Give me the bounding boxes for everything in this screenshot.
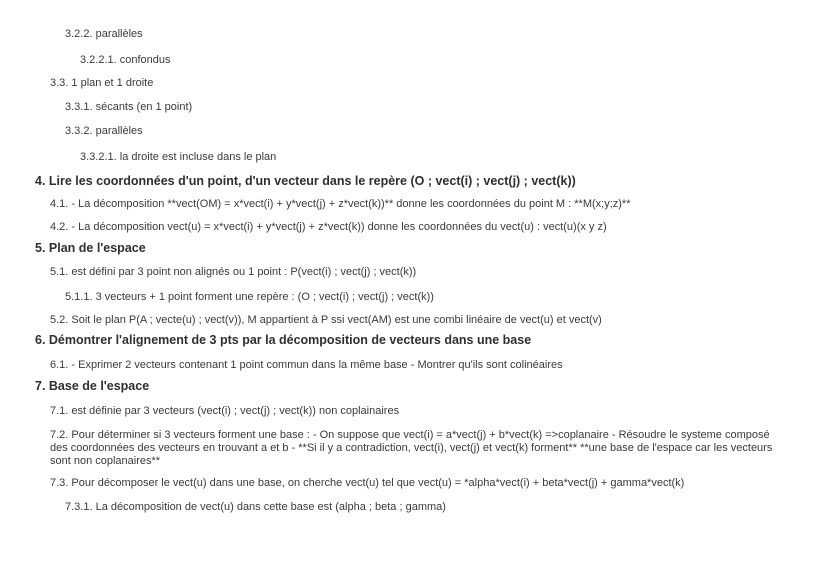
outline-item-3-3-2-1: 3.3.2.1. la droite est incluse dans le plan [80, 151, 277, 163]
outline-item-3-2-2-1: 3.2.2.1. confondus [80, 54, 171, 66]
outline-item-5-2: 5.2. Soit le plan P(A ; vecte(u) ; vect(v)), M appartient à P ssi vect(AM) est une combi linéaire de vect(u) et vect(v) [50, 314, 602, 326]
outline-item-3-3-1: 3.3.1. sécants (en 1 point) [65, 101, 193, 113]
outline-heading-7: 7. Base de l'espace [35, 379, 150, 393]
outline-item-7-3-1: 7.3.1. La décomposition de vect(u) dans cette base est (alpha ; beta ; gamma) [65, 501, 446, 513]
outline-heading-6: 6. Démontrer l'alignement de 3 pts par la décomposition de vecteurs dans une base [35, 333, 532, 347]
outline-item-5-1-1: 5.1.1. 3 vecteurs + 1 point forment une repère : (O ; vect(i) ; vect(j) ; vect(k)) [65, 291, 434, 303]
outline-item-4-2: 4.2. - La décomposition vect(u) = x*vect(i) + y*vect(j) + z*vect(k)) donne les coordonnées du vect(u) : vect(u)(x y z) [50, 221, 607, 233]
outline-item-3-3-2: 3.3.2. parallèles [65, 125, 143, 137]
outline-heading-5: 5. Plan de l'espace [35, 241, 146, 255]
outline-item-7-3: 7.3. Pour décomposer le vect(u) dans une base, on cherche vect(u) tel que vect(u) = *alpha*vect(i) + beta*vect(j) + gamma*vect(k) [50, 477, 685, 489]
outline-item-3-3: 3.3. 1 plan et 1 droite [50, 77, 154, 89]
outline-item-5-1: 5.1. est défini par 3 point non alignés ou 1 point : P(vect(i) ; vect(j) ; vect(k)) [50, 266, 417, 278]
outline-item-3-2-2: 3.2.2. parallèles [65, 28, 143, 40]
outline-item-7-1: 7.1. est définie par 3 vecteurs (vect(i) ; vect(j) ; vect(k)) non coplainaires [50, 405, 400, 417]
outline-item-7-2: 7.2. Pour déterminer si 3 vecteurs forment une base : - On suppose que vect(i) = a*vect(j) + b*vect(k) =>coplanaire - Résoudre le systeme composé des coordonnées des vecteurs en trouvant a et b - **Si il y a contradiction, vect(i), vect(j) et vect(k) forment** **une base de l'espace car les vecteurs sont non coplanaires** [50, 429, 773, 467]
outline-item-4-1: 4.1. - La décomposition **vect(OM) = x*vect(i) + y*vect(j) + z*vect(k))** donne les coordonnées du point M : **M(x;y;z)** [50, 198, 631, 210]
outline-heading-4: 4. Lire les coordonnées d'un point, d'un vecteur dans le repère (O ; vect(i) ; vect(j) ; vect(k)) [35, 174, 576, 188]
outline-item-6-1: 6.1. - Exprimer 2 vecteurs contenant 1 point commun dans la même base - Montrer qu'ils sont colinéaires [50, 359, 563, 371]
